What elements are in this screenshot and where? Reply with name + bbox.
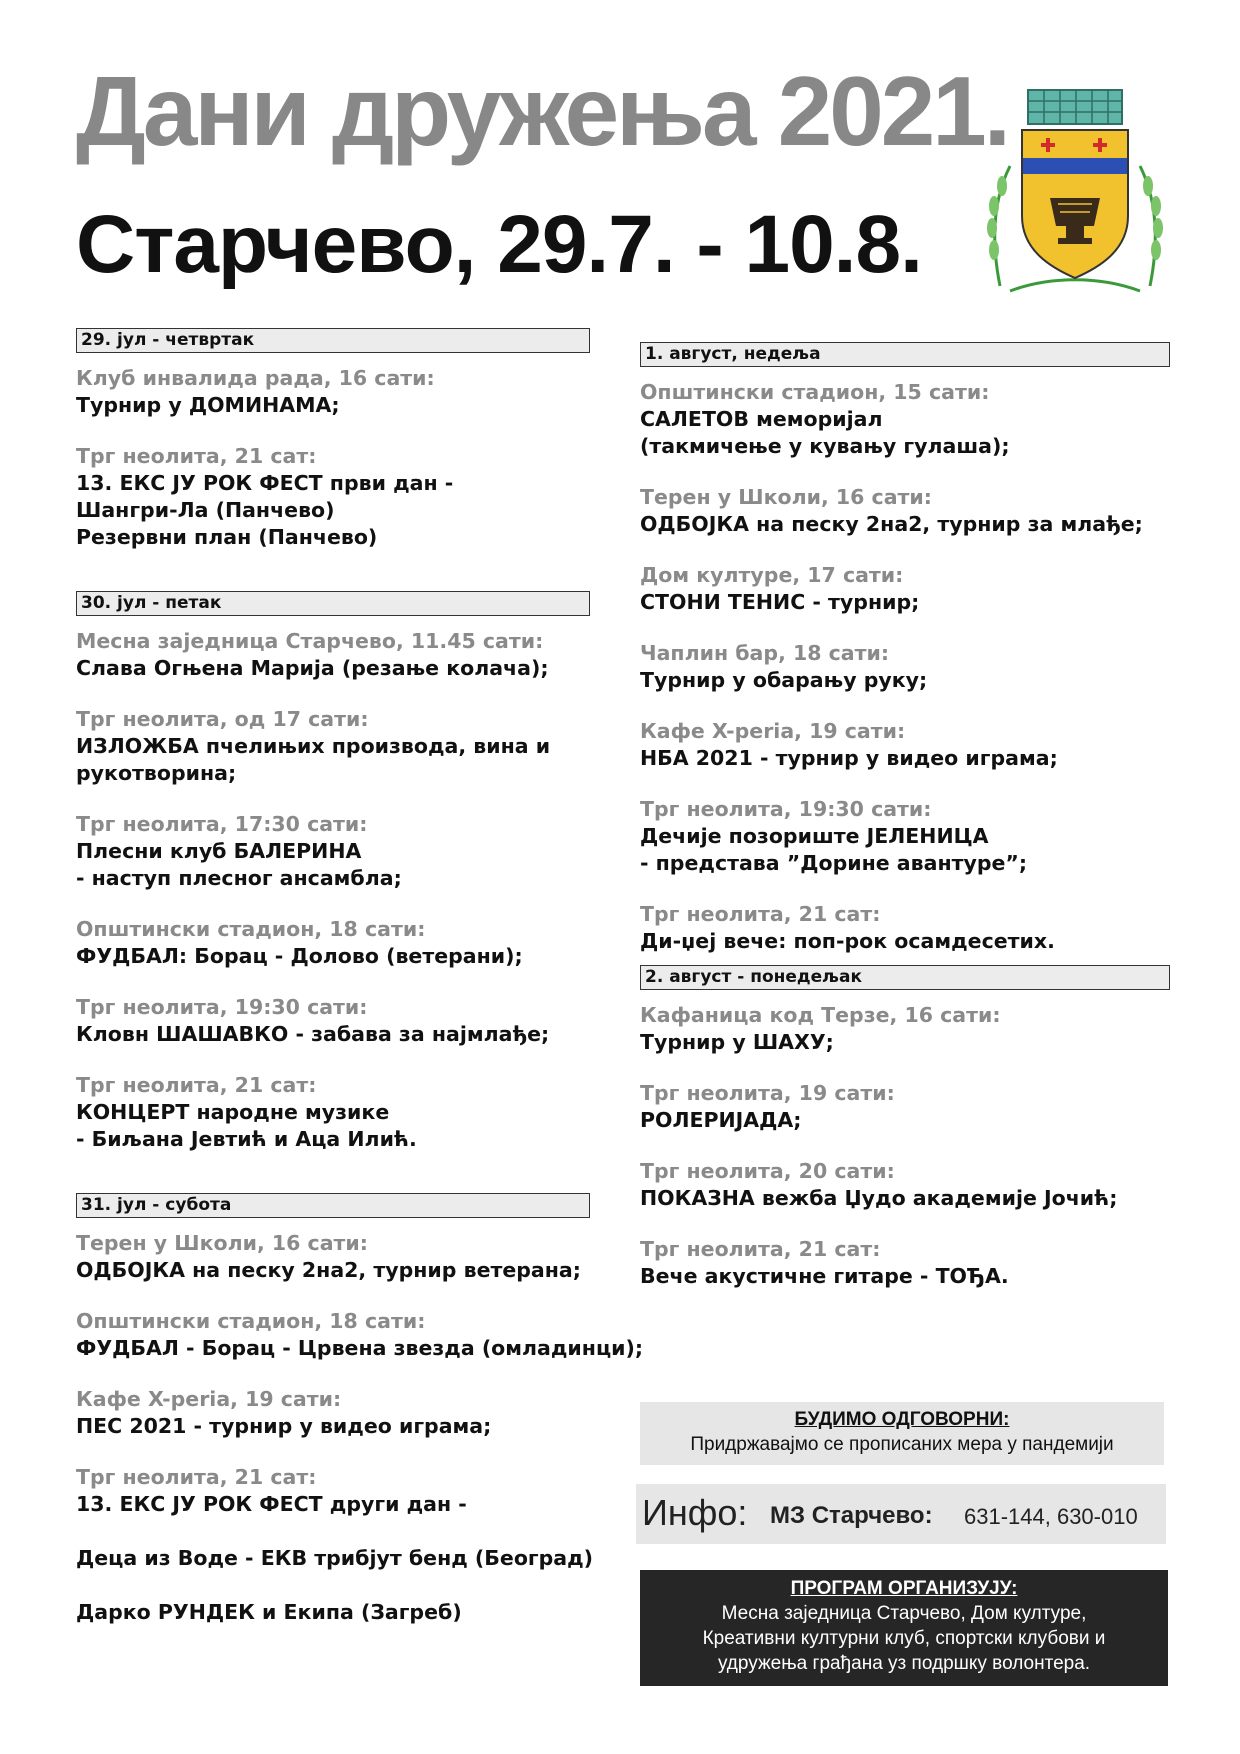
info-label: Инфо: xyxy=(642,1492,748,1533)
event-title: 13. ЕКС ЈУ РОК ФЕСТ други дан - xyxy=(76,1492,467,1516)
event-item xyxy=(76,1230,636,1284)
info-phones: 631-144, 630-010 xyxy=(964,1504,1138,1529)
event-title: Резервни план (Панчево) xyxy=(76,525,378,549)
page-title: Дани дружења 2021. xyxy=(76,56,1008,166)
event-place: Месна заједница Старчево, 11.45 сати: xyxy=(76,629,544,653)
notice-text: Придржавајмо се прописаних мера у пандемији xyxy=(690,1434,1114,1455)
event-place: Трг неолита, 21 сат: xyxy=(640,902,881,926)
event-title: ИЗЛОЖБА пчелињих производа, вина и xyxy=(76,734,551,758)
event-title: Вече акустичне гитаре - ТОЂА. xyxy=(640,1264,1009,1288)
event-item xyxy=(76,1386,636,1440)
event-place: Општински стадион, 18 сати: xyxy=(76,917,426,941)
event-title: - наступ плесног ансамбла; xyxy=(76,866,402,890)
event-item xyxy=(640,484,1170,538)
event-item xyxy=(76,628,636,682)
event-item xyxy=(640,640,1170,694)
event-title: - Биљана Јевтић и Аца Илић. xyxy=(76,1127,417,1151)
event-place: Клуб инвалида рада, 16 сати: xyxy=(76,366,435,390)
event-place: Трг неолита, 21 сат: xyxy=(76,444,317,468)
day-header: 30. јул - петак xyxy=(76,591,590,616)
event-place: Трг неолита, 19 сати: xyxy=(640,1081,895,1105)
event-title: 13. ЕКС ЈУ РОК ФЕСТ први дан - xyxy=(76,471,454,495)
event-place: Трг неолита, 21 сат: xyxy=(76,1073,317,1097)
event-title: Турнир у ШАХУ; xyxy=(640,1030,834,1054)
organizers-box xyxy=(640,1570,1168,1686)
event-item xyxy=(640,718,1170,772)
event-place: Трг неолита, 19:30 сати: xyxy=(76,995,368,1019)
event-title: Турнир у обарању руку; xyxy=(640,668,928,692)
event-item xyxy=(76,994,636,1048)
event-item xyxy=(640,1236,1170,1290)
event-place: Кафаница код Терзе, 16 сати: xyxy=(640,1003,1001,1027)
event-place: Трг неолита, 19:30 сати: xyxy=(640,797,932,821)
event-title: Слава Огњена Марија (резање колача); xyxy=(76,656,549,680)
info-organization: МЗ Старчево: xyxy=(770,1502,933,1529)
day-header: 1. август, недеља xyxy=(640,342,1170,367)
event-place: Кафе X-peria, 19 сати: xyxy=(640,719,906,743)
event-title: рукотворина; xyxy=(76,761,237,785)
event-title: Дечије позориште ЈЕЛЕНИЦА xyxy=(640,824,989,848)
event-item xyxy=(76,365,636,419)
organizers-line: удружења грађана уз подршку волонтера. xyxy=(717,1653,1091,1674)
event-title: ОДБОЈКА на песку 2на2, турнир ветерана; xyxy=(76,1258,581,1282)
event-title: Деца из Воде - ЕКВ трибјут бенд (Београд) xyxy=(76,1546,594,1570)
event-title: Кловн ШАШАВКО - забава за најмлађе; xyxy=(76,1022,550,1046)
event-place: Дом културе, 17 сати: xyxy=(640,563,904,587)
event-item xyxy=(76,706,636,787)
event-place: Трг неолита, 21 сат: xyxy=(640,1237,881,1261)
event-item xyxy=(640,796,1170,877)
event-place: Општински стадион, 15 сати: xyxy=(640,380,990,404)
event-place: Терен у Школи, 16 сати: xyxy=(76,1231,368,1255)
event-item xyxy=(640,379,1170,460)
day-header: 29. јул - четвртак xyxy=(76,328,590,353)
event-title: ПОКАЗНА вежба Џудо академије Јочић; xyxy=(640,1186,1118,1210)
event-title: ФУДБАЛ: Борац - Долово (ветерани); xyxy=(76,944,523,968)
coat-of-arms-icon xyxy=(980,86,1170,302)
event-title: - представа ”Дорине авантуре”; xyxy=(640,851,1028,875)
notice-heading: БУДИМО ОДГОВОРНИ: xyxy=(794,1409,1010,1430)
event-title: ОДБОЈКА на песку 2на2, турнир за млађе; xyxy=(640,512,1143,536)
event-title: ПЕС 2021 - турнир у видео играма; xyxy=(76,1414,492,1438)
schedule-left-column xyxy=(76,328,644,1650)
event-item xyxy=(640,1002,1170,1056)
event-title: (такмичење у кувању гулаша); xyxy=(640,434,1010,458)
event-item xyxy=(640,1080,1170,1134)
event-item xyxy=(640,901,1170,955)
event-title: Дарко РУНДЕК и Екипа (Загреб) xyxy=(76,1600,462,1624)
event-item xyxy=(76,1464,636,1626)
day-header: 31. јул - субота xyxy=(76,1193,590,1218)
event-title: Шангри-Ла (Панчево) xyxy=(76,498,335,522)
event-item xyxy=(76,811,636,892)
event-title: РОЛЕРИЈАДА; xyxy=(640,1108,802,1132)
event-title: САЛЕТОВ меморијал xyxy=(640,407,883,431)
event-place: Трг неолита, од 17 сати: xyxy=(76,707,369,731)
event-place: Трг неолита, 17:30 сати: xyxy=(76,812,368,836)
event-item xyxy=(640,562,1170,616)
page-subtitle: Старчево, 29.7. - 10.8. xyxy=(76,199,922,290)
event-item xyxy=(640,1158,1170,1212)
info-box xyxy=(636,1484,1166,1544)
event-item xyxy=(76,1308,644,1362)
event-title: СТОНИ ТЕНИС - турнир; xyxy=(640,590,920,614)
event-item xyxy=(76,916,636,970)
event-place: Општински стадион, 18 сати: xyxy=(76,1309,426,1333)
event-title: НБА 2021 - турнир у видео играма; xyxy=(640,746,1058,770)
event-title: ФУДБАЛ - Борац - Црвена звезда (омладинци); xyxy=(76,1336,644,1360)
organizers-line: Месна заједница Старчево, Дом културе, xyxy=(721,1603,1087,1624)
event-title: КОНЦЕРТ народне музике xyxy=(76,1100,390,1124)
event-place: Трг неолита, 20 сати: xyxy=(640,1159,895,1183)
event-place: Чаплин бар, 18 сати: xyxy=(640,641,890,665)
event-title: Плесни клуб БАЛЕРИНА xyxy=(76,839,362,863)
event-title: Ди-џеј вече: поп-рок осамдесетих. xyxy=(640,929,1055,953)
event-item xyxy=(76,1072,636,1153)
day-header: 2. август - понедељак xyxy=(640,965,1170,990)
event-place: Трг неолита, 21 сат: xyxy=(76,1465,317,1489)
event-item xyxy=(76,443,636,551)
schedule-right-column xyxy=(640,342,1170,1314)
organizers-heading: ПРОГРАМ ОРГАНИЗУЈУ: xyxy=(790,1578,1018,1599)
notice-box xyxy=(640,1402,1164,1465)
event-place: Терен у Школи, 16 сати: xyxy=(640,485,932,509)
organizers-line: Креативни културни клуб, спортски клубови и xyxy=(702,1628,1106,1649)
event-place: Кафе X-peria, 19 сати: xyxy=(76,1387,342,1411)
event-title: Турнир у ДОМИНАМА; xyxy=(76,393,340,417)
